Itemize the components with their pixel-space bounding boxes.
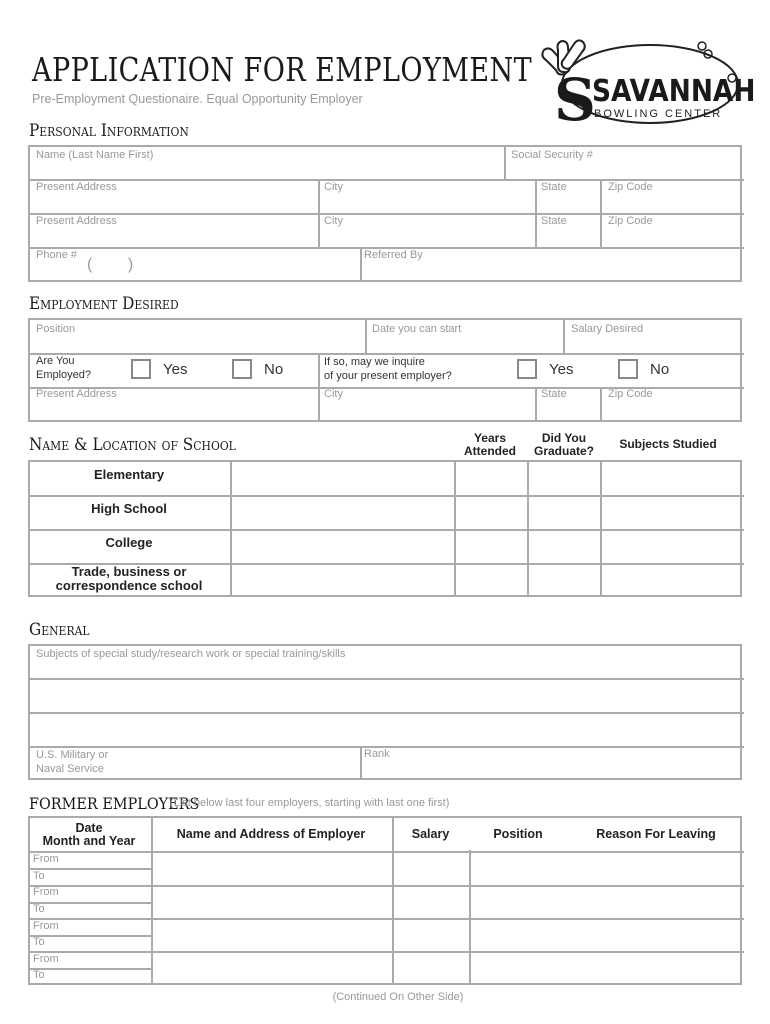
trade-line1: Trade, business or: [71, 564, 187, 579]
phone-field[interactable]: [28, 247, 360, 282]
military-label-line2: Naval Service: [36, 763, 104, 775]
ssn-label: Social Security #: [511, 149, 593, 161]
inquire-no-checkbox[interactable]: [618, 359, 638, 379]
inquire-question-1: If so, may we inquire: [324, 356, 425, 368]
fe-row-line-4: [28, 951, 744, 953]
military-label: [36, 748, 108, 776]
general-heading: General: [29, 620, 90, 640]
graduate-header-line1: Did You: [541, 431, 587, 445]
employed-no-checkbox[interactable]: [232, 359, 252, 379]
svg-text:S: S: [554, 66, 596, 124]
to-label-4: To: [33, 969, 45, 981]
position-header: Position: [493, 827, 543, 841]
fe-row-line-2: [28, 885, 744, 887]
school-row-college: College: [105, 535, 153, 550]
fe-row-line-1: [28, 851, 744, 853]
emp-zip-label: Zip Code: [608, 388, 653, 400]
logo-text: SAVANNAH: [592, 74, 756, 109]
employer-header: Name and Address of Employer: [176, 827, 366, 841]
school-row-line-2: [28, 529, 744, 531]
years-header-line1: Years: [473, 431, 507, 445]
to-label-3: To: [33, 936, 45, 948]
reason-header: Reason For Leaving: [596, 827, 716, 841]
salary-header: Salary: [411, 827, 450, 841]
military-label-line1: U.S. Military or: [36, 749, 109, 761]
date-header: [30, 822, 148, 848]
inquire-no-label: No: [650, 361, 670, 378]
trade-line2: correspondence school: [55, 578, 203, 593]
emp-city-field[interactable]: [318, 387, 535, 422]
zip1-label: Zip Code: [608, 181, 653, 193]
special-line-3[interactable]: [28, 712, 744, 746]
state2-label: State: [541, 215, 567, 227]
savannah-logo: [532, 38, 756, 124]
from-label-3: From: [33, 920, 59, 932]
rank-field[interactable]: [360, 746, 744, 780]
city1-label: City: [324, 181, 343, 193]
employed-yes-label: Yes: [163, 361, 188, 378]
emp-address-label: Present Address: [36, 388, 117, 400]
phone-area-parens: ( ): [87, 256, 134, 273]
date-header-line1: Date: [75, 821, 103, 835]
school-row-trade: [30, 565, 228, 593]
subjects-header: Subjects Studied: [619, 437, 717, 451]
employed-yes-checkbox[interactable]: [131, 359, 151, 379]
zip2-label: Zip Code: [608, 215, 653, 227]
phone-label: Phone #: [36, 249, 77, 261]
name-label: Name (Last Name First): [36, 149, 154, 161]
personal-section: [28, 145, 742, 282]
position-label: Position: [36, 323, 76, 335]
fe-split-3: [28, 935, 152, 937]
from-label-1: From: [33, 853, 59, 865]
city1-field[interactable]: [318, 179, 535, 213]
referred-label: Referred By: [364, 249, 423, 261]
form-title: APPLICATION FOR EMPLOYMENT: [32, 50, 533, 89]
former-employers-note: (List below last four employers, starting with last one first): [170, 797, 450, 809]
emp-city-label: City: [324, 388, 343, 400]
footer-continued: (Continued On Other Side): [332, 991, 464, 1003]
personal-heading: Personal Information: [29, 121, 189, 141]
employed-question-1: Are You: [36, 355, 75, 367]
special-line-2[interactable]: [28, 678, 744, 712]
school-heading: Name & Location of School: [29, 435, 236, 455]
former-employers-heading: FORMER EMPLOYERS: [29, 794, 200, 813]
address2-label: Present Address: [36, 215, 117, 227]
start-date-label: Date you can start: [372, 323, 462, 335]
inquire-yes-label: Yes: [549, 361, 574, 378]
to-label-2: To: [33, 903, 45, 915]
from-label-4: From: [33, 953, 59, 965]
fe-row-line-3: [28, 918, 744, 920]
state1-label: State: [541, 181, 567, 193]
emp-state-label: State: [541, 388, 567, 400]
employed-question-2: Employed?: [36, 369, 92, 381]
rank-label: Rank: [364, 748, 390, 760]
employment-heading: Employment Desired: [29, 294, 179, 314]
years-attended-header: [455, 432, 525, 458]
graduate-header: [528, 432, 600, 458]
fe-split-4: [28, 968, 152, 970]
years-header-line2: Attended: [464, 444, 516, 458]
city2-field[interactable]: [318, 213, 535, 247]
inquire-question-2: of your present employer?: [324, 370, 452, 382]
fe-split-2: [28, 902, 152, 904]
form-subtitle: Pre-Employment Questionaire. Equal Opportunity Employer: [32, 92, 363, 106]
employed-no-label: No: [264, 361, 284, 378]
date-header-line2: Month and Year: [42, 834, 136, 848]
fe-split-1: [28, 868, 152, 870]
to-label-1: To: [33, 870, 45, 882]
fe-col-line-2: [392, 816, 394, 985]
fe-col-line-1: [151, 816, 153, 985]
address1-label: Present Address: [36, 181, 117, 193]
school-row-elementary: Elementary: [93, 467, 165, 482]
graduate-header-line2: Graduate?: [533, 444, 594, 458]
special-study-label: Subjects of special study/research work or special training/skills: [36, 648, 346, 660]
inquire-yes-checkbox[interactable]: [517, 359, 537, 379]
logo-subtext: BOWLING CENTER: [594, 108, 723, 120]
from-label-2: From: [33, 886, 59, 898]
salary-desired-label: Salary Desired: [571, 323, 644, 335]
school-row-line-1: [28, 495, 744, 497]
school-row-high-school: High School: [91, 501, 167, 516]
city2-label: City: [324, 215, 343, 227]
